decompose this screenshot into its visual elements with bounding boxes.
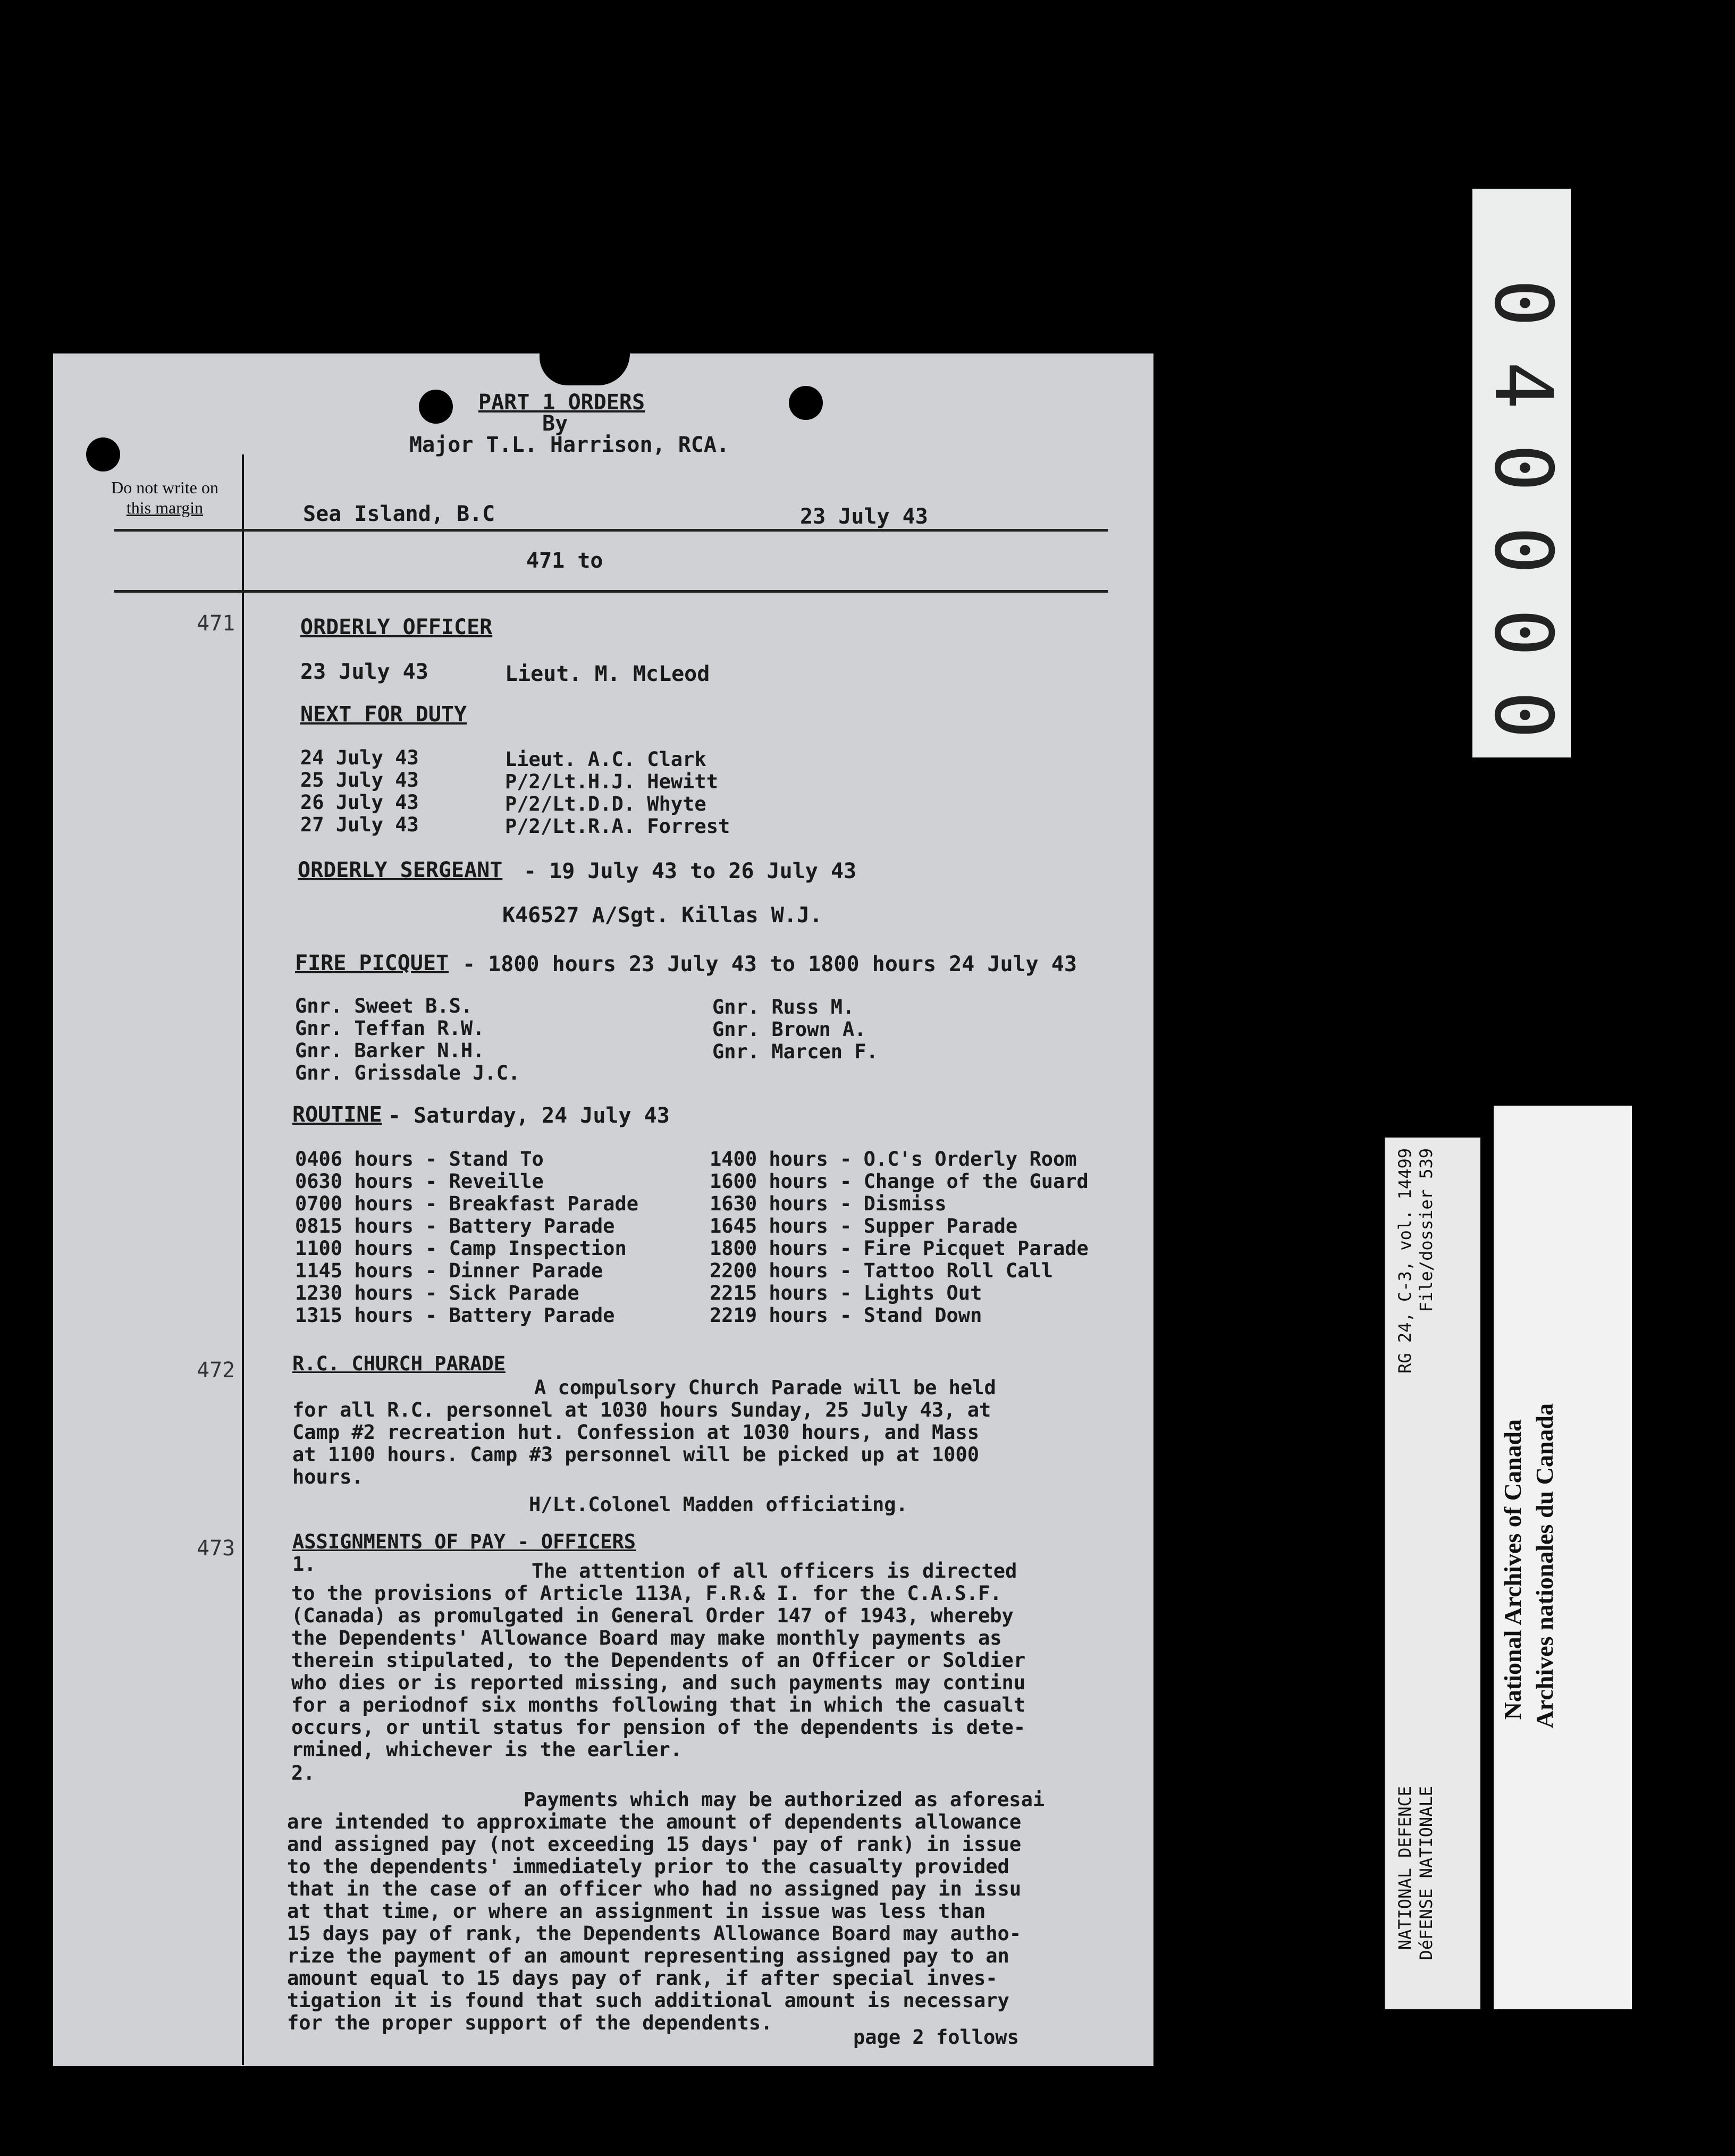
picquet-period: - 1800 hours 23 July 43 to 1800 hours 24 July 43 — [462, 952, 1077, 976]
paragraph-number: 2. — [291, 1762, 315, 1784]
church-line: Camp #2 recreation hut. Confession at 1030 hours, and Mass — [292, 1421, 980, 1444]
assignments-line: who dies or is reported missing, and such payments may continu — [291, 1671, 1026, 1694]
archive-ref-2: File/dossier 539 — [1416, 1148, 1436, 1312]
header-date: 23 July 43 — [800, 504, 928, 529]
routine-entry: 1100 hours - Camp Inspection — [295, 1237, 627, 1260]
routine-entry: 1800 hours - Fire Picquet Parade — [710, 1237, 1089, 1260]
section-heading: ORDERLY OFFICER — [300, 615, 493, 639]
header-place: Sea Island, B.C — [303, 502, 495, 526]
routine-entry: 1630 hours - Dismiss — [710, 1192, 947, 1215]
assignments-line: therein stipulated, to the Dependents of an Officer or Soldier — [291, 1649, 1026, 1672]
routine-entry: 0700 hours - Breakfast Parade — [295, 1192, 639, 1215]
margin-note-line1: Do not write on — [111, 478, 218, 497]
stamp-digit: 0 — [1477, 526, 1569, 575]
archives-name-fr: Archives nationales du Canada — [1531, 1403, 1558, 1729]
assignments-line: at that time, or where an assignment in issue was less than — [287, 1900, 986, 1923]
margin-note-line2: this margin — [126, 498, 204, 517]
duty-name: Lieut. A.C. Clark — [505, 748, 706, 771]
header-by: By — [542, 411, 568, 436]
assignments-line: rize the payment of an amount representing assigned pay to an — [287, 1944, 1009, 1967]
stamp-digit: 0 — [1477, 279, 1569, 327]
department-fr: DéFENSE NATIONALE — [1416, 1786, 1436, 1960]
punch-hole — [789, 386, 823, 420]
archives-name-en: National Archives of Canada — [1499, 1419, 1526, 1720]
stamp-digit: 0 — [1477, 443, 1569, 492]
page-title: PART 1 ORDERS — [478, 390, 645, 415]
section-heading: ROUTINE — [292, 1102, 382, 1127]
routine-entry: 1315 hours - Battery Parade — [295, 1304, 615, 1327]
church-line: at 1100 hours. Camp #3 personnel will be picked up at 1000 — [292, 1443, 980, 1466]
routine-entry: 1600 hours - Change of the Guard — [710, 1170, 1089, 1193]
church-officiating: H/Lt.Colonel Madden officiating. — [529, 1493, 908, 1516]
sergeant-name: K46527 A/Sgt. Killas W.J. — [502, 903, 823, 928]
routine-entry: 2219 hours - Stand Down — [710, 1304, 982, 1327]
picquet-member: Gnr. Grissdale J.C. — [295, 1062, 520, 1084]
routine-entry: 1230 hours - Sick Parade — [295, 1282, 579, 1304]
routine-day: - Saturday, 24 July 43 — [388, 1104, 670, 1128]
section-heading: R.C. CHURCH PARADE — [292, 1352, 506, 1375]
assignments-p1-body — [291, 1582, 1121, 1784]
punch-hole — [419, 390, 453, 424]
picquet-member: Gnr. Teffan R.W. — [295, 1017, 485, 1040]
section-heading: ASSIGNMENTS OF PAY - OFFICERS — [292, 1530, 636, 1553]
assignments-line: to the provisions of Article 113A, F.R.& I. for the C.A.S.F. — [291, 1582, 1002, 1605]
church-line: for all R.C. personnel at 1030 hours Sunday, 25 July 43, at — [292, 1399, 991, 1421]
divider — [114, 529, 1108, 532]
duty-name: P/2/Lt.D.D. Whyte — [505, 793, 706, 815]
routine-right-column — [710, 1148, 1122, 1350]
assignments-line: to the dependents' immediately prior to the casualty provided — [287, 1855, 1009, 1878]
routine-entry: 0815 hours - Battery Parade — [295, 1215, 615, 1237]
orderly-date: 23 July 43 — [300, 660, 428, 684]
duty-date: 27 July 43 — [300, 813, 419, 836]
church-line: A compulsory Church Parade will be held — [534, 1376, 996, 1399]
assignments-line: 15 days pay of rank, the Dependents Allowance Board may autho- — [287, 1922, 1022, 1945]
sergeant-period: - 19 July 43 to 26 July 43 — [524, 859, 857, 883]
punch-hole — [86, 437, 120, 471]
assignments-line: (Canada) as promulgated in General Order 147 of 1943, whereby — [291, 1604, 1014, 1627]
margin-note — [88, 477, 242, 518]
section-heading: FIRE PICQUET — [295, 951, 449, 975]
picquet-member: Gnr. Brown A. — [712, 1018, 866, 1041]
picquet-member: Gnr. Barker N.H. — [295, 1039, 485, 1062]
picquet-member: Gnr. Sweet B.S. — [295, 995, 473, 1017]
assignments-line: The attention of all officers is directed — [532, 1560, 1017, 1582]
divider — [114, 590, 1108, 593]
assignments-line: occurs, or until status for pension of the dependents is dete- — [291, 1716, 1026, 1739]
church-line: hours. — [292, 1466, 364, 1488]
assignments-line: are intended to approximate the amount of dependents allowance — [287, 1811, 1022, 1833]
picquet-member: Gnr. Russ M. — [712, 996, 855, 1018]
duty-name: P/2/Lt.H.J. Hewitt — [505, 770, 718, 793]
stamp-digit: 0 — [1477, 608, 1569, 657]
margin-line — [242, 454, 244, 2065]
assignments-line: that in the case of an officer who had no assigned pay in issu — [287, 1877, 1022, 1900]
duty-date: 24 July 43 — [300, 746, 419, 769]
assignments-line: and assigned pay (not exceeding 15 days' pay of rank) in issue — [287, 1833, 1022, 1856]
assignments-line: amount equal to 15 days pay of rank, if after special inves- — [287, 1967, 998, 1990]
department-en: NATIONAL DEFENCE — [1395, 1786, 1415, 1950]
assignments-p2-body — [287, 1811, 1122, 2040]
stamp-digit: 4 — [1477, 361, 1569, 410]
routine-entry: 0406 hours - Stand To — [295, 1148, 544, 1170]
assignments-line: tigation it is found that such additional amount is necessary — [287, 1989, 1009, 2012]
assignments-line: for a periodnof six months following that in which the casualt — [291, 1694, 1026, 1716]
duty-name: P/2/Lt.R.A. Forrest — [505, 815, 730, 838]
para-number: 471 — [197, 611, 235, 636]
routine-entry: 0630 hours - Reveille — [295, 1170, 544, 1193]
routine-entry: 1645 hours - Supper Parade — [710, 1215, 1018, 1237]
assignments-line: the Dependents' Allowance Board may make monthly payments as — [291, 1627, 1002, 1649]
assignments-line: for the proper support of the dependents. — [287, 2011, 773, 2034]
routine-entry: 2200 hours - Tattoo Roll Call — [710, 1259, 1054, 1282]
header-author: Major T.L. Harrison, RCA. — [409, 433, 730, 457]
subsection-heading: NEXT FOR DUTY — [300, 702, 467, 727]
routine-entry: 1400 hours - O.C's Orderly Room — [710, 1148, 1077, 1170]
section-heading: ORDERLY SERGEANT — [298, 858, 503, 882]
paragraph-number: 1. — [292, 1553, 316, 1576]
assignments-line: rmined, whichever is the earlier. — [291, 1738, 683, 1761]
para-number: 473 — [197, 1536, 235, 1561]
para-number: 472 — [197, 1358, 235, 1383]
routine-entry: 1145 hours - Dinner Parade — [295, 1259, 603, 1282]
orderly-name: Lieut. M. McLeod — [505, 662, 710, 686]
duty-date: 26 July 43 — [300, 791, 419, 814]
picquet-member: Gnr. Marcen F. — [712, 1040, 878, 1063]
assignments-line: Payments which may be authorized as aforesai — [524, 1788, 1045, 1811]
routine-entry: 2215 hours - Lights Out — [710, 1282, 982, 1304]
page-follows-note: page 2 follows — [853, 2026, 1019, 2049]
header-range: 471 to — [526, 549, 603, 573]
duty-date: 25 July 43 — [300, 769, 419, 791]
stamp-digit: 0 — [1477, 690, 1569, 739]
archive-ref-1: RG 24, C-3, vol. 14499 — [1395, 1148, 1415, 1374]
